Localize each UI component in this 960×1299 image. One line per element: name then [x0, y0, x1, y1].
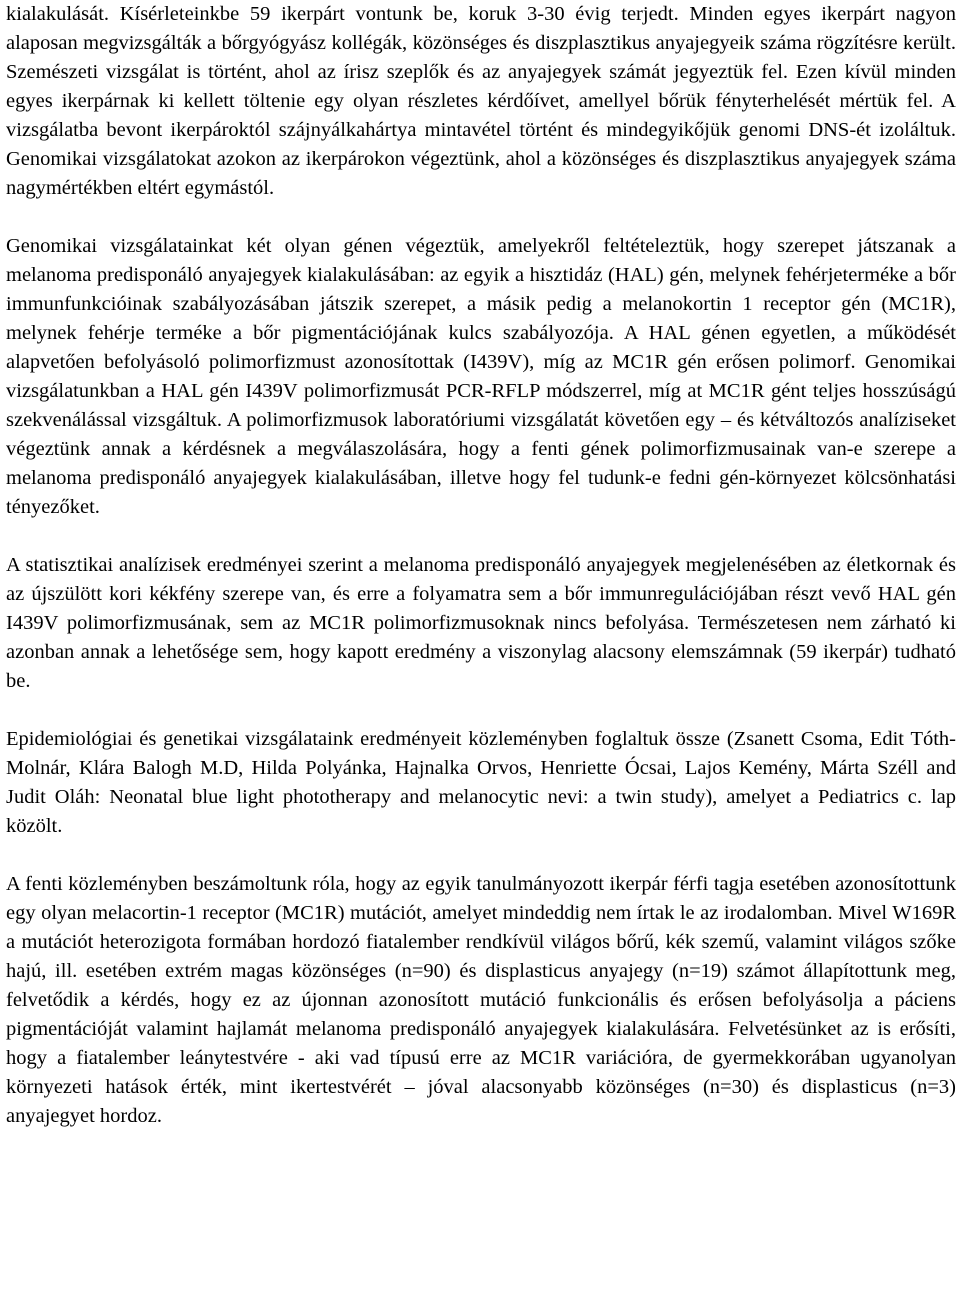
paragraph-study-design: kialakulását. Kísérleteinkbe 59 ikerpárt vontunk be, koruk 3-30 évig terjedt. Minden egyes ikerpárt nagyon alaposan megvizsgálták a bőrgyógyász kollégák, közönséges és diszplasztikus anyajegyeik száma rögzítésre került. Szemészeti vizsgálat is történt, ahol az írisz szeplők és az anyajegyek számát jegyeztük fel. Ezen kívül minden egyes ikerpárnak ki kellett töltenie egy olyan részletes kérdőívet, amellyel bőrük fényterhelését mértük fel. A vizsgálatba bevont ikerpároktól szájnyálkahártya mintavétel történt és mindegyikőjük genomi DNS-ét izoláltuk. Genomikai vizsgálatokat azokon az ikerpárokon végeztünk, ahol a közönséges és diszplasztikus anyajegyek száma nagymértékben eltért egymástól.: [6, 3, 956, 199]
paragraph-genomic-methods: Genomikai vizsgálatainkat két olyan génen végeztük, amelyekről feltételeztük, hogy szerepet játszanak a melanoma predisponáló anyajegyek kialakulásában: az egyik a hisztidáz (HAL) gén, melynek fehérjeterméke a bőr immunfunkcióinak szabályozásában játszik szerepet, a másik pedig a melanokortin 1 receptor gén (MC1R), melynek fehérje terméke a bőr pigmentációjának kulcs szabályozója. A HAL génen egyetlen, a működését alapvetően befolyásoló polimorfizmust azonosítottak (I439V), míg az MC1R gén erősen polimorf. Genomikai vizsgálatunkban a HAL gén I439V polimorfizmusát PCR-RFLP módszerrel, míg at MC1R gént teljes hosszúságú szekvenálással vizsgáltuk. A polimorfizmusok laboratóriumi vizsgálatát követően egy – és kétváltozós analíziseket végeztünk annak a kérdésnek a megválaszolására, hogy a fenti gének polimorfizmusainak van-e szerepe a melanoma predisponáló anyajegyek kialakulásában, illetve hogy fel tudunk-e fedni gén-környezet kölcsönhatási tényezőket.: [6, 235, 956, 518]
document-page: [6, 0, 956, 1160]
paragraph-publication: Epidemiológiai és genetikai vizsgálataink eredményeit közleményben foglaltuk össze (Zsanett Csoma, Edit Tóth-Molnár, Klára Balogh M.D, Hilda Polyánka, Hajnalka Orvos, Henriette Ócsai, Lajos Kemény, Márta Széll and Judit Oláh: Neonatal blue light phototherapy and melanocytic nevi: a twin study), amelyet a Pediatrics c. lap közölt.: [6, 728, 956, 837]
paragraph-statistical-results: A statisztikai analízisek eredményei szerint a melanoma predisponáló anyajegyek megjelenésében az életkornak és az újszülött kori kékfény szerepe van, és erre a folyamatra sem a bőr immunregulációjában részt vevő HAL gén I439V polimorfizmusának, sem az MC1R polimorfizmusoknak nincs befolyása. Természetesen nem zárható ki azonban annak a lehetősége sem, hogy kapott eredmény a viszonylag alacsony elemszámnak (59 ikerpár) tudható be.: [6, 554, 956, 692]
paragraph-mutation-finding: A fenti közleményben beszámoltunk róla, hogy az egyik tanulmányozott ikerpár férfi tagja esetében azonosítottunk egy olyan melacortin-1 receptor (MC1R) mutációt, amelyet mindeddig nem írtak le az irodalomban. Mivel W169R a mutációt heterozigota formában hordozó fiatalember rendkívül világos bőrű, kék szemű, valamint világos szőke hajú, ill. esetében extrém magas közönséges (n=90) és displasticus anyajegy (n=19) számot állapítottunk meg, felvetődik a kérdés, hogy ez az újonnan azonosított mutáció funkcionális és erősen befolyásolja a páciens pigmentációját valamint hajlamát melanoma predisponáló anyajegyek kialakulására. Felvetésünket az is erősíti, hogy a fiatalember leánytestvére - aki vad típusú erre az MC1R variációra, de gyermekkorában ugyanolyan környezeti hatások érték, mint ikertestvérét – jóval alacsonyabb közönséges (n=30) és displasticus (n=3) anyajegyet hordoz.: [6, 873, 956, 1127]
